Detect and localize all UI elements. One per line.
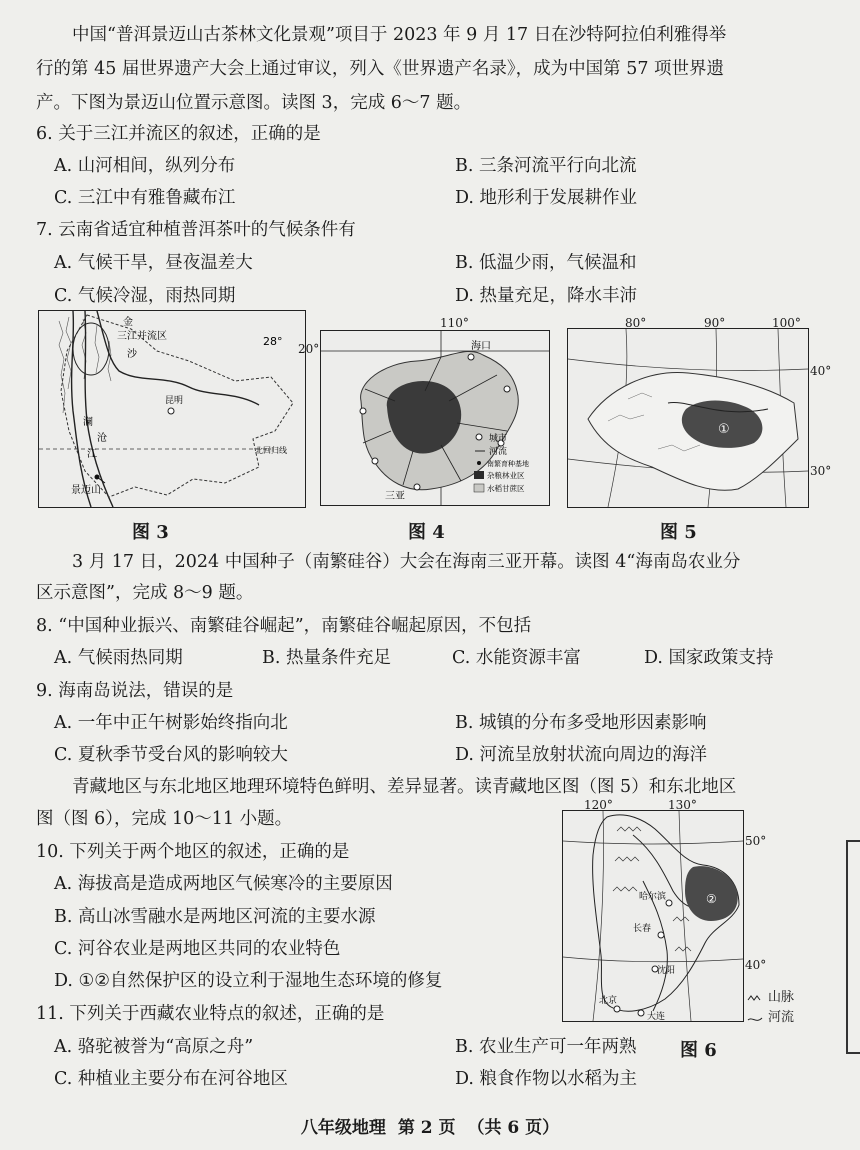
footer-subject: 八年级地理 <box>300 1118 386 1138</box>
fig3-label-sha: 沙 <box>127 349 137 360</box>
intro3-line2: 图（图 6），完成 10～11 小题。 <box>36 809 293 829</box>
fig3-label-sanjiang: 三江并流区 <box>117 331 167 342</box>
fig5-label-lat40: 40° <box>810 364 832 378</box>
q6-stem: 6. 关于三江并流区的叙述，正确的是 <box>36 124 321 144</box>
q11-option-d: D. 粮食作物以水稻为主 <box>455 1069 638 1089</box>
fig5-mark-1: ① <box>718 422 730 437</box>
fig6-label-shenyang: 沈阳 <box>657 966 676 976</box>
fig6-label-lat50: 50° <box>745 834 767 848</box>
fig4-label-lat20: 20° <box>298 342 320 356</box>
fig6-label-lon130: 130° <box>668 798 697 812</box>
river-legend-icon <box>748 1018 762 1020</box>
fig6-legend-symbols <box>746 990 766 1030</box>
fig6-label-dalian: 大连 <box>647 1012 666 1021</box>
fig4-legend-river: 河流 <box>489 447 508 457</box>
q10-option-c: C. 河谷农业是两地区共同的农业特色 <box>54 939 341 959</box>
page-footer <box>0 1113 860 1138</box>
q9-option-c: C. 夏秋季节受台风的影响较大 <box>54 745 288 765</box>
intro2-line1: 3 月 17 日，2024 中国种子（南繁硅谷）大会在海南三亚开幕。读图 4“海南岛农业分 <box>72 552 741 572</box>
fig4-legend-forest: 杂粮林业区 <box>487 471 525 480</box>
fig5-label-lon100: 100° <box>772 316 801 330</box>
q6-option-d: D. 地形利于发展耕作业 <box>455 188 638 208</box>
figure-5-caption: 图 5 <box>660 522 697 543</box>
q8-stem: 8. “中国种业振兴、南繁硅谷崛起”，南繁硅谷崛起原因，不包括 <box>36 616 532 636</box>
figure-4-map <box>320 330 550 506</box>
fig3-label-jiang: 江 <box>87 449 97 460</box>
fig4-legend-rice: 水稻甘蔗区 <box>487 484 525 493</box>
fig4-label-lon110: 110° <box>440 316 469 330</box>
fig3-label-cang: 沧 <box>97 433 107 444</box>
intro1-line1: 中国“普洱景迈山古茶林文化景观”项目于 2023 年 9 月 17 日在沙特阿拉伯利雅得举 <box>72 25 727 45</box>
fig6-legend-river: 河流 <box>768 1010 795 1025</box>
q11-stem: 11. 下列关于西藏农业特点的叙述，正确的是 <box>36 1004 385 1024</box>
intro2-line2: 区示意图”，完成 8～9 题。 <box>36 583 254 603</box>
fig6-label-changchun: 长春 <box>633 924 652 934</box>
figure-6-caption: 图 6 <box>680 1040 717 1061</box>
q7-stem: 7. 云南省适宜种植普洱茶叶的气候条件有 <box>36 220 356 240</box>
figure-5-map <box>567 328 809 508</box>
q10-stem: 10. 下列关于两个地区的叙述，正确的是 <box>36 842 350 862</box>
footer-total: （共 6 页） <box>467 1118 560 1138</box>
figure-4-caption: 图 4 <box>408 522 445 543</box>
fig6-mark-2: ② <box>706 892 717 906</box>
fig6-label-harbin: 哈尔滨 <box>639 892 667 902</box>
intro1-line2: 行的第 45 届世界遗产大会上通过审议，列入《世界遗产名录》，成为中国第 57 项世界遗 <box>36 59 725 79</box>
fig3-label-kunming: 昆明 <box>165 396 184 406</box>
q9-option-b: B. 城镇的分布多受地形因素影响 <box>455 713 707 733</box>
fig6-label-beijing: 北京 <box>599 996 618 1006</box>
fig3-label-jingmai: 景迈山 <box>71 485 101 496</box>
q9-stem: 9. 海南岛说法，错误的是 <box>36 681 234 701</box>
q7-option-c: C. 气候冷湿，雨热同期 <box>54 286 236 306</box>
q9-option-a: A. 一年中正午树影始终指向北 <box>54 713 288 733</box>
q11-option-c: C. 种植业主要分布在河谷地区 <box>54 1069 288 1089</box>
q8-option-d: D. 国家政策支持 <box>644 648 774 668</box>
fig4-label-haikou: 海口 <box>471 341 491 352</box>
fig5-label-lat30: 30° <box>810 464 832 478</box>
fig6-label-lat40: 40° <box>745 958 767 972</box>
figure-3-map <box>38 310 306 508</box>
figure-6-map <box>562 810 744 1022</box>
fig5-label-lon90: 90° <box>704 316 726 330</box>
mountain-legend-icon <box>748 996 760 1000</box>
fig3-label-tropic: 北回归线 <box>255 446 287 455</box>
q10-option-b: B. 高山冰雪融水是两地区河流的主要水源 <box>54 907 376 927</box>
q9-option-d: D. 河流呈放射状流向周边的海洋 <box>455 745 708 765</box>
q6-option-c: C. 三江中有雅鲁藏布江 <box>54 188 236 208</box>
fig5-label-lon80: 80° <box>625 316 647 330</box>
q6-option-a: A. 山河相间，纵列分布 <box>54 156 236 176</box>
q10-option-d: D. ①②自然保护区的设立利于湿地生态环境的修复 <box>54 971 443 991</box>
q11-option-b: B. 农业生产可一年两熟 <box>455 1037 637 1057</box>
q8-option-c: C. 水能资源丰富 <box>452 648 581 668</box>
intro1-line3: 产。下图为景迈山位置示意图。读图 3，完成 6～7 题。 <box>36 93 472 113</box>
fig4-legend-base: 南繁育种基地 <box>487 460 529 468</box>
fig6-legend-mountain: 山脉 <box>768 990 795 1005</box>
intro3-line1: 青藏地区与东北地区地理环境特色鲜明、差异显著。读青藏地区图（图 5）和东北地区 <box>72 777 737 797</box>
q10-option-a: A. 海拔高是造成两地区气候寒冷的主要原因 <box>54 874 393 894</box>
binding-edge-mark <box>846 840 860 1054</box>
fig3-label-lat28: 28° <box>263 335 283 348</box>
q8-option-b: B. 热量条件充足 <box>262 648 391 668</box>
figure-3-caption: 图 3 <box>132 522 169 543</box>
fig4-legend-city: 城市 <box>489 434 508 444</box>
fig3-label-lan: 澜 <box>83 417 93 428</box>
q7-option-b: B. 低温少雨，气候温和 <box>455 253 637 273</box>
q11-option-a: A. 骆驼被誉为“高原之舟” <box>54 1037 254 1057</box>
q7-option-a: A. 气候干旱，昼夜温差大 <box>54 253 253 273</box>
fig3-label-jin: 金 <box>123 317 133 328</box>
q8-option-a: A. 气候雨热同期 <box>54 648 183 668</box>
q6-option-b: B. 三条河流平行向北流 <box>455 156 637 176</box>
footer-page: 第 2 页 <box>397 1118 456 1138</box>
q7-option-d: D. 热量充足，降水丰沛 <box>455 286 638 306</box>
fig6-label-lon120: 120° <box>584 798 613 812</box>
fig4-label-sanya: 三亚 <box>385 491 405 502</box>
